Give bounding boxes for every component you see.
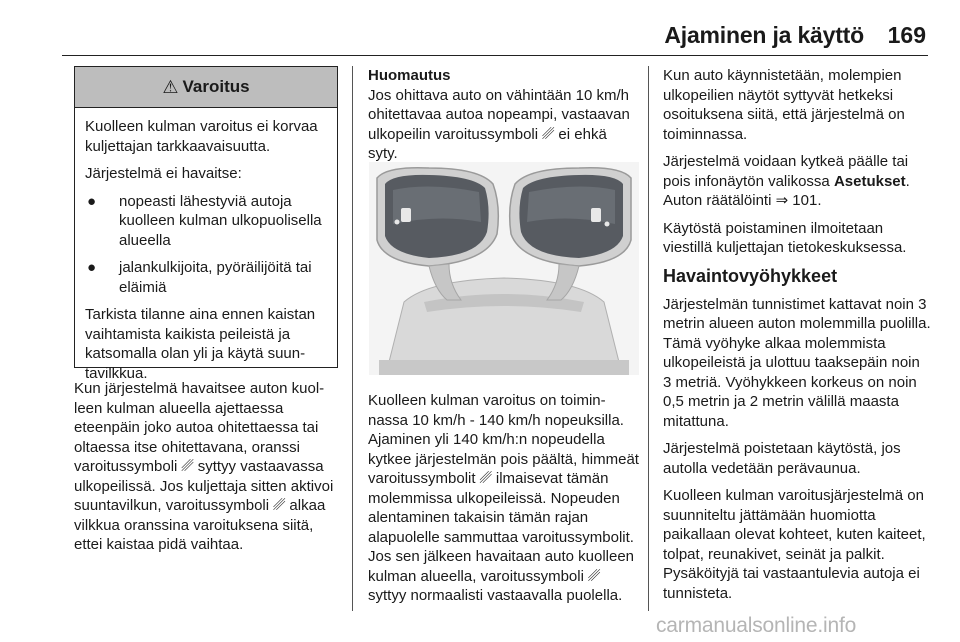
warning-body <box>75 108 337 383</box>
column-3-text <box>663 66 931 611</box>
body-paragraph: Kun auto käynnistetään, molempien ulkopeilien näytöt syttyvät hetkeksi osoituksena siitä, että järjestelmä on toiminnassa. <box>663 67 905 143</box>
body-paragraph: Käytöstä poistaminen ilmoitetaan viestillä kuljettajan tietokeskuksessa. <box>663 219 907 256</box>
blind-spot-warning-icon <box>591 208 601 222</box>
body-paragraph: Järjestelmä poistetaan käytöstä, jos autolla vedetään perävaunua. <box>663 440 901 477</box>
warning-triangle-icon: ⚠ <box>162 76 179 97</box>
note-block <box>368 66 640 172</box>
note-title: Huomautus <box>368 67 451 84</box>
warning-box <box>74 66 338 382</box>
column-1-text <box>74 379 342 563</box>
column-2-text <box>368 391 640 614</box>
body-paragraph: Järjestelmän tunnistimet kattavat noin 3 metrin alueen auton molemmilla puolilla. Tämä vyöhyke alkaa molemmista ulkopeileistä ja ulottuu taaksepäin noin 3 metriä. Vyöhykkeen korkeus on noin 0,5 metrin ja 2 metrin välillä maasta mitattuna. <box>663 295 931 430</box>
header-rule <box>62 55 928 56</box>
list-item: ● jalankulkijoita, pyöräilijöitä tai eläimiä <box>87 259 312 296</box>
warning-paragraph: Tarkista tilanne aina ennen kaistan vaihtamista kaikista peileistä ja katsomalla olan yli ja käytä suuntavilkkua. <box>85 306 316 382</box>
section-title: Ajaminen ja käyttö <box>664 22 864 48</box>
column-divider-right <box>648 66 649 611</box>
blind-spot-warning-icon <box>401 208 411 222</box>
list-item: ● nopeasti lähestyviä autoja kuolleen kulman ulkopuolisella alueella <box>87 192 322 249</box>
warning-header <box>75 67 337 108</box>
warning-list <box>85 192 328 298</box>
body-paragraph: Kuolleen kulman varoitusjärjestelmä on suunniteltu jättämään huomiotta paikallaan olevat kohteet, kuten kaiteet, tolpat, reunakivet, seinät ja palkit. Pysäköityjä tai vastaantulevia autoja ei tunnisteta. <box>663 487 926 602</box>
body-paragraph: Kuolleen kulman varoitus on toiminnassa 10 km/h - 140 km/h nopeuksilla. Ajaminen yli 140 km/h:n nopeudella kytkee järjestelmän pois päältä, himmeät varoitussymbolit ␥ ilmaisevat tämän molemmissa ulkopeileissä. Nopeuden alentaminen takaisin tämän rajan alapuolelle sammuttaa varoitussymbolit. Jos sen jälkeen havaitaan auto kuolleen kulman alueella, varoitussymboli ␥ syttyy normaalisti vastaavalla puolella. <box>368 392 639 604</box>
side-mirror-illustration <box>369 162 639 375</box>
warning-paragraph: Kuolleen kulman varoitus ei korvaa kuljettajan tarkkaavaisuutta. <box>85 118 318 155</box>
warning-title: Varoitus <box>182 77 250 96</box>
body-paragraph: Kun järjestelmä havaitsee auton kuolleen kulman alueella ajettaessa eteenpäin joko autoa ohitettaessa tai oltaessa itse ohitettavana, oranssi varoitussymboli ␥ syttyy vastaavassa ulkopeilissä. Jos kuljettaja sitten aktivoi suuntavilkun, varoitussymboli ␥ alkaa vilkkua oranssina varoituksena siitä, ettei kaistaa pidä vaihtaa. <box>74 380 334 553</box>
bullet-icon: ● <box>87 192 97 210</box>
warning-paragraph: Järjestelmä ei havaitse: <box>85 165 242 182</box>
page-header <box>660 22 926 52</box>
watermark: carmanualsonline.info <box>656 614 857 637</box>
settings-menu-name: Asetukset <box>833 172 906 190</box>
section-heading: Havaintovyöhykkeet <box>663 265 838 286</box>
body-paragraph: Järjestelmä voidaan kytkeä päälle tai pois infonäytön valikossa Asetukset. Auton räätälöinti ⇒ 101. <box>663 153 910 209</box>
column-divider-left <box>352 66 353 611</box>
note-text: Jos ohittava auto on vähintään 10 km/h ohitettavaa autoa nopeampi, vastaavan ulkopeilin varoitussymboli ␥ ei ehkä syty. <box>368 86 630 162</box>
bullet-icon: ● <box>87 259 97 276</box>
page-number: 169 <box>887 22 926 48</box>
